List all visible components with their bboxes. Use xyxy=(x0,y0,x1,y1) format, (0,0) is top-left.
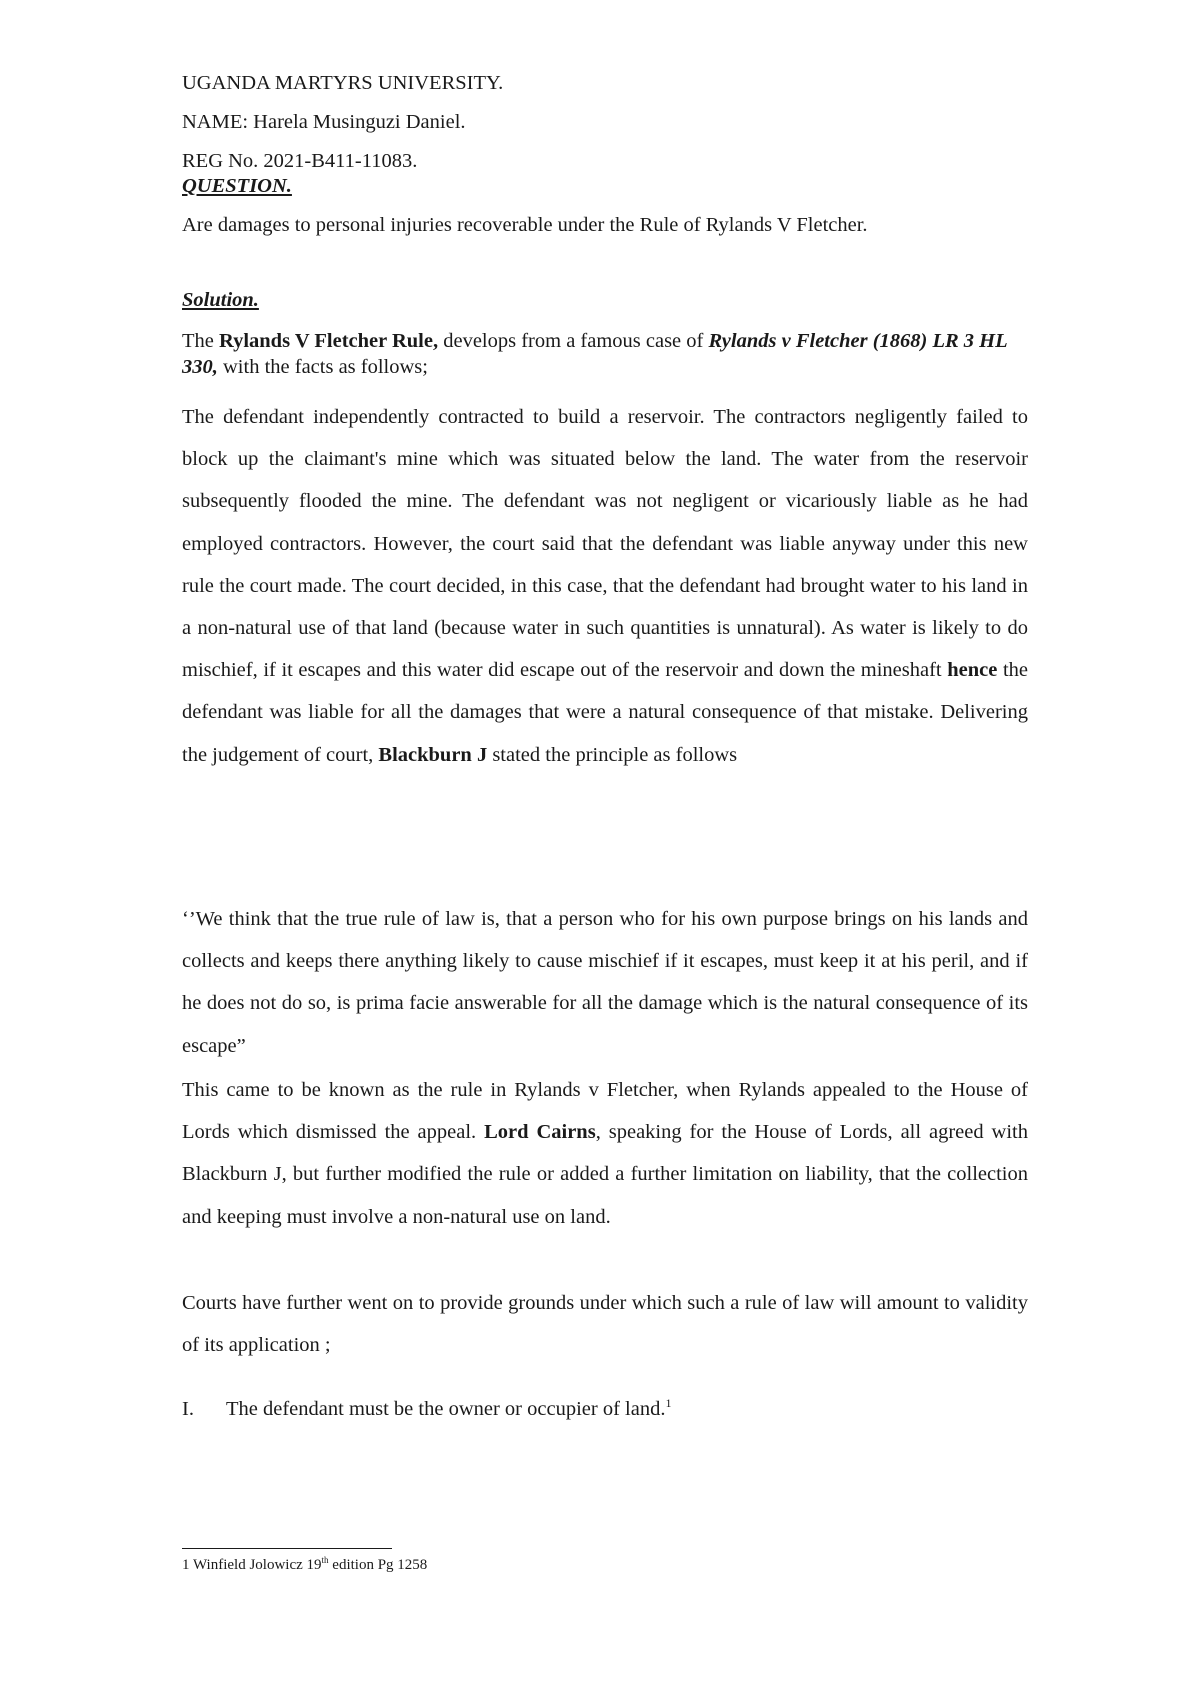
registration-number: REG No. 2021-B411-11083. xyxy=(182,150,418,172)
judge-name: Blackburn J xyxy=(378,743,488,766)
footnote-superscript: th xyxy=(321,1555,329,1565)
intro-text: develops from a famous case of xyxy=(438,330,709,352)
hence-word: hence xyxy=(947,659,998,682)
courts-paragraph: Courts have further went on to provide grounds under which such a rule of law will amount to validity of its application ; xyxy=(182,1292,1028,1357)
footnote-reference[interactable]: 1 xyxy=(665,1396,672,1411)
footnote-text: Winfield Jolowicz 19 xyxy=(189,1557,322,1573)
house-of-lords-paragraph xyxy=(182,1069,1028,1238)
list-number: I. xyxy=(182,1398,194,1420)
facts-paragraph xyxy=(182,396,1028,776)
footnote-separator xyxy=(182,1548,392,1549)
footnote xyxy=(182,1556,427,1574)
question-text: Are damages to personal injuries recoverable under the Rule of Rylands V Fletcher. xyxy=(182,214,868,236)
solution-heading: Solution. xyxy=(182,289,259,311)
question-heading: QUESTION. xyxy=(182,175,292,197)
lord-name: Lord Cairns xyxy=(484,1121,596,1144)
facts-text: The defendant independently contracted to build a reservoir. The contractors negligently failed to block up the claimant's mine which was situated below the land. The water from the reservoir subsequently flooded the mine. The defendant was not negligent or vicariously liable as he had employed contractors. However, the court said that the defendant was liable anyway under this new rule the court made. The court decided, in this case, that the defendant had brought water to his land in a non-natural use of that land (because water in such quantities is unnatural). As water is likely to do mischief, if it escapes and this water did escape out of the reservoir and down the mineshaft xyxy=(182,406,1028,682)
facts-text: stated the principle as follows xyxy=(487,743,738,766)
case-citation: Rylands v Fletcher (1868) LR 3 HL 330, xyxy=(182,330,1007,378)
student-name: NAME: Harela Musinguzi Daniel. xyxy=(182,111,466,133)
rule-name: Rylands V Fletcher Rule, xyxy=(219,330,439,352)
intro-paragraph xyxy=(182,328,1028,380)
university-name: UGANDA MARTYRS UNIVERSITY. xyxy=(182,72,504,94)
list-item xyxy=(182,1397,1028,1421)
list-item-text: The defendant must be the owner or occupier of land. xyxy=(226,1398,666,1420)
footnote-number: 1 xyxy=(182,1557,190,1573)
hol-text: This came to be known as the rule in Rylands v Fletcher, when Rylands appealed to the House of Lords which dismissed the appeal. xyxy=(182,1079,1028,1144)
intro-text: The xyxy=(182,330,219,352)
facts-text: the defendant was liable for all the damages that were a natural consequence of that mistake. Delivering the judgement of court, xyxy=(182,659,1029,766)
quote-paragraph: ‘’We think that the true rule of law is, that a person who for his own purpose brings on his lands and collects and keeps there anything likely to cause mischief if it escapes, must keep it at his peril, and if he does not do so, is prima facie answerable for all the damage which is the natural consequence of its escape” xyxy=(182,908,1028,1057)
list-text xyxy=(226,1397,671,1421)
intro-text: with the facts as follows; xyxy=(217,356,428,378)
footnote-text: edition Pg 1258 xyxy=(328,1557,428,1573)
hol-text: , speaking for the House of Lords, all agreed with Blackburn J, but further modified the rule or added a further limitation on liability, that the collection and keeping must involve a non-natural use on land. xyxy=(182,1121,1028,1228)
